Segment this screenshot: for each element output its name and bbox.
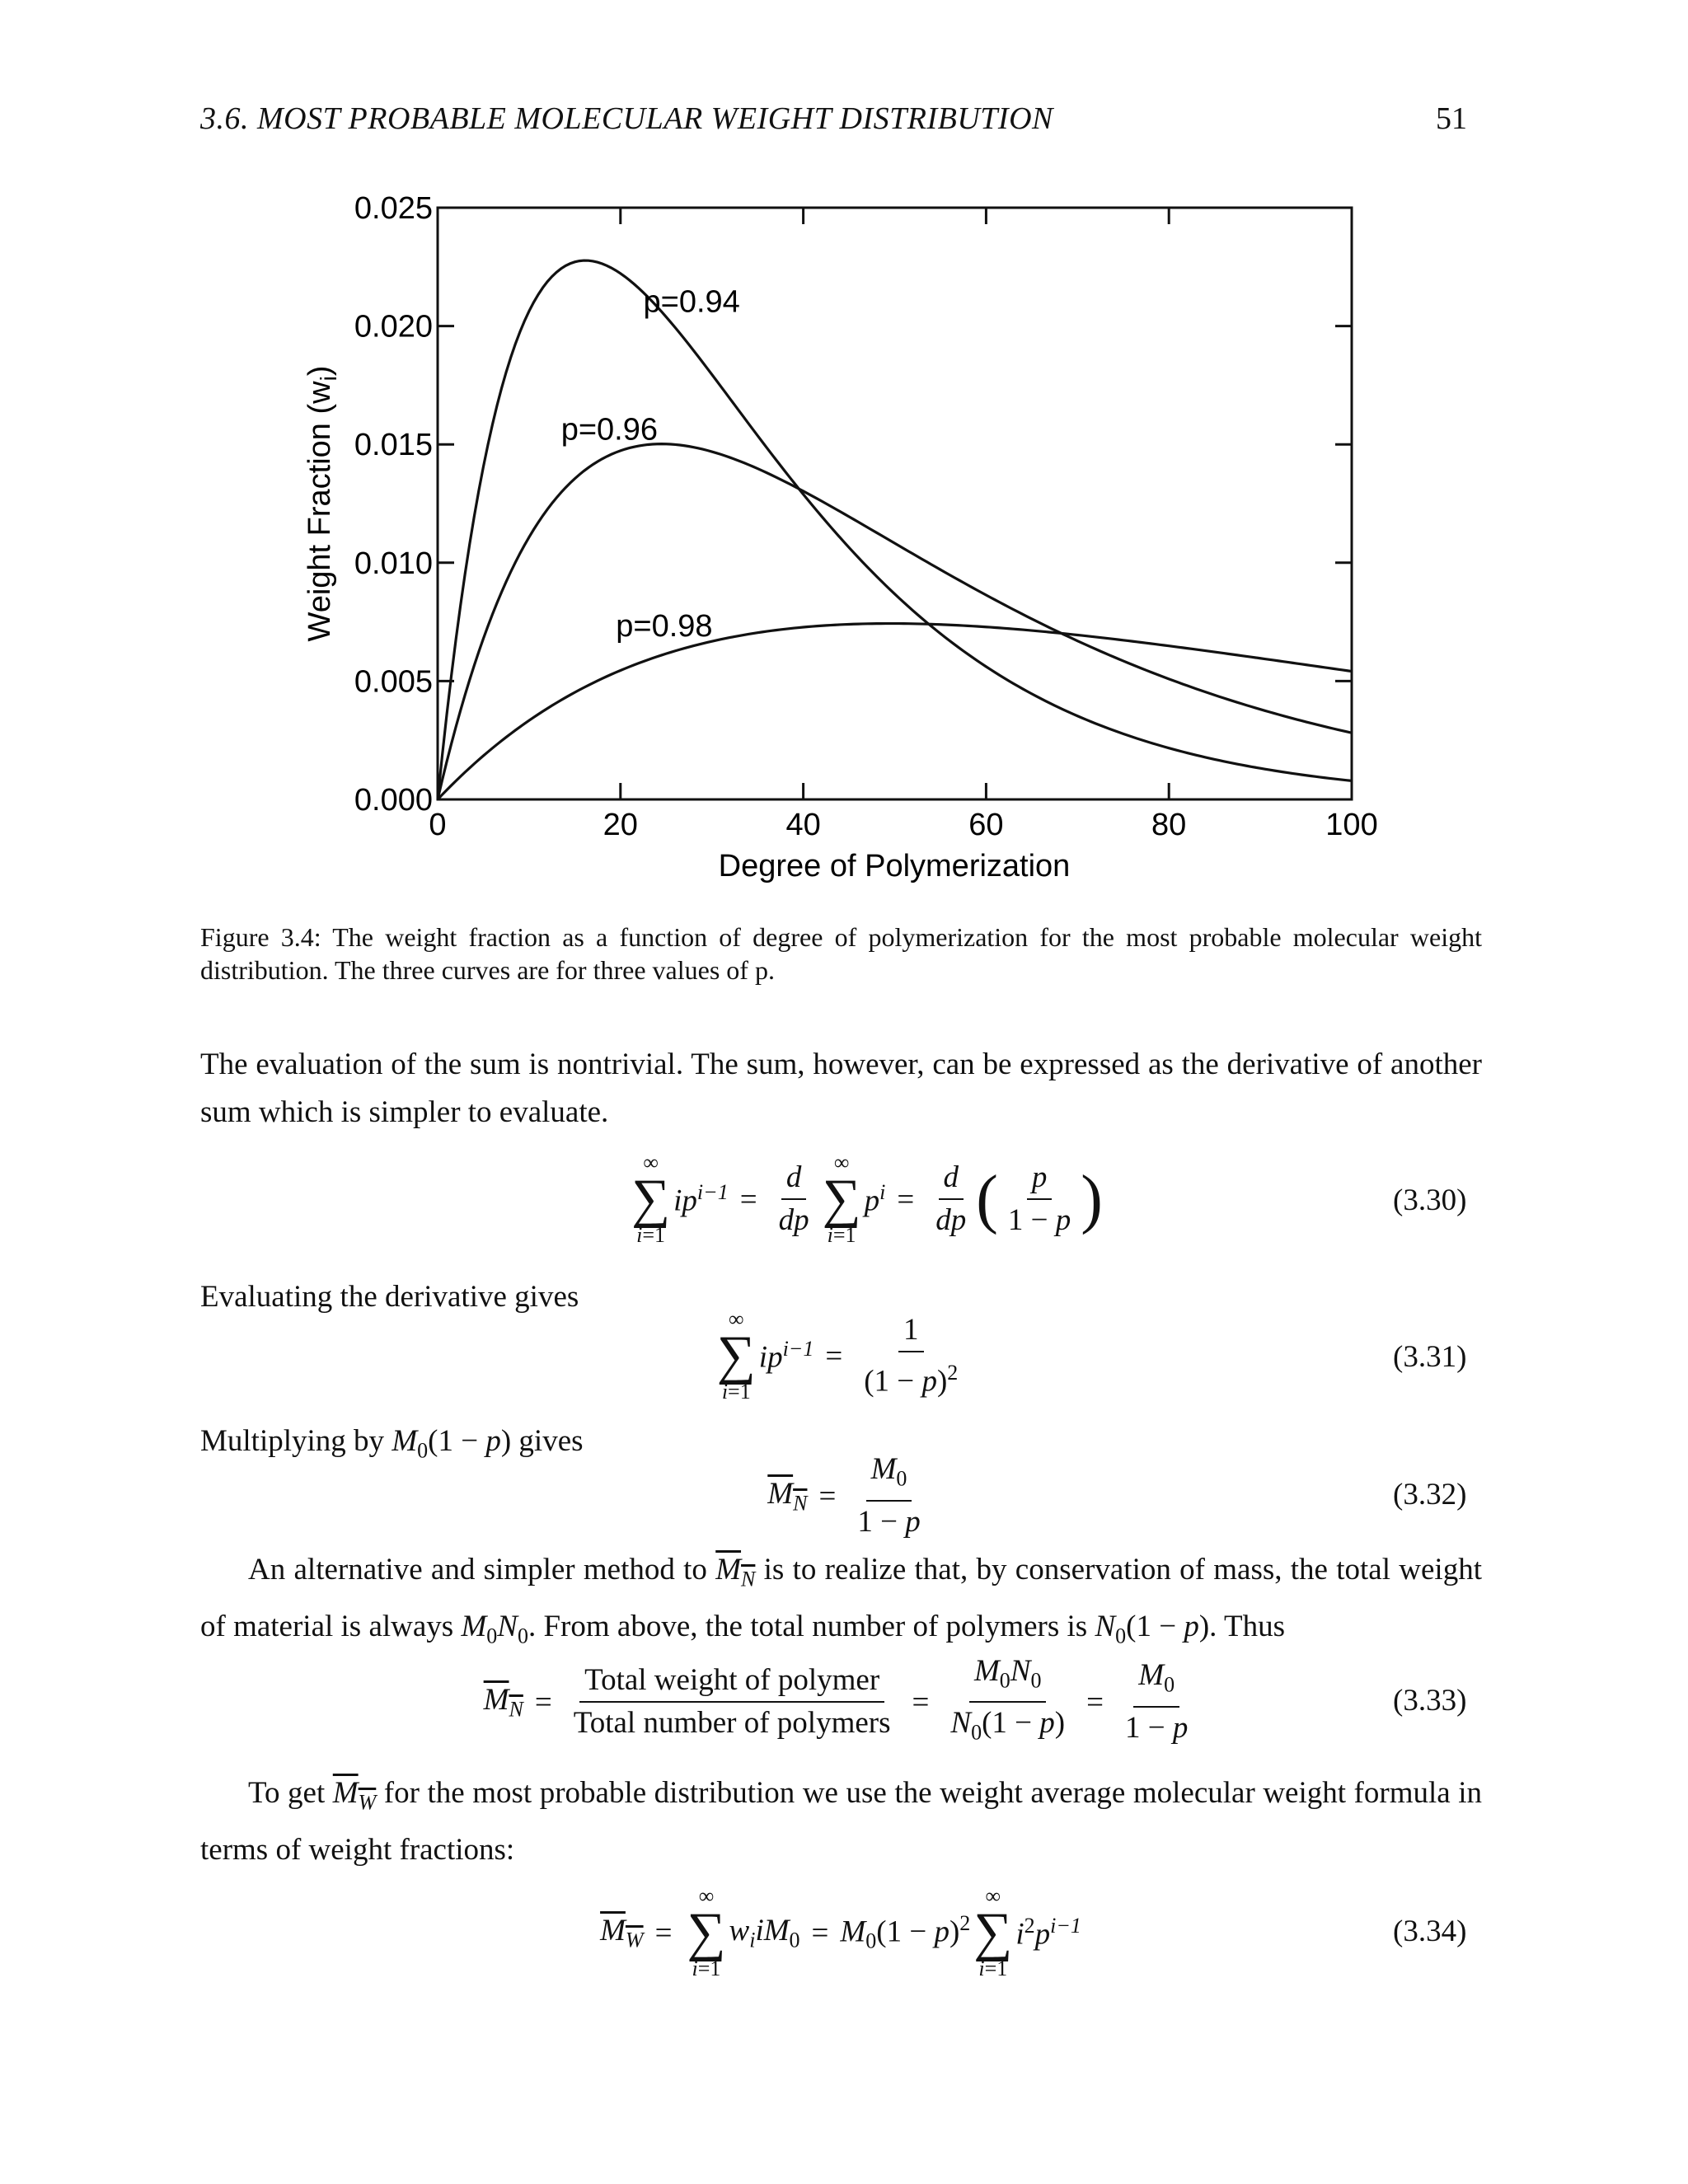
x-tick-label: 100 xyxy=(1325,808,1378,842)
y-tick-labels xyxy=(354,191,433,818)
equation-3-34: $M_W$ = ∞ ∑ i=1 $w_iiM_0$ = $M_0(1 - p)^2$ ∞ ∑ i=1 $i^2p^{i-1}$ xyxy=(600,1884,1081,1980)
x-tick-label: 40 xyxy=(785,808,821,842)
equation-number-3-30: (3.30) xyxy=(1393,1183,1467,1217)
x-tick-label: 0 xyxy=(429,808,447,842)
curve-p-098 xyxy=(438,624,1352,799)
curve-p-096 xyxy=(438,444,1352,799)
curves xyxy=(438,260,1352,799)
y-tick-label: 0.015 xyxy=(354,428,433,463)
y-tick-label: 0.000 xyxy=(354,783,433,818)
equation-number-3-32: (3.32) xyxy=(1393,1478,1467,1511)
tick-marks xyxy=(438,208,1352,799)
equation-number-3-34: (3.34) xyxy=(1393,1915,1467,1948)
y-tick-label: 0.020 xyxy=(354,309,433,344)
x-tick-labels xyxy=(429,808,1377,842)
paragraph-multiplying: Multiplying by $M_0(1 - p)$ gives xyxy=(200,1424,584,1463)
running-header: 3.6. MOST PROBABLE MOLECULAR WEIGHT DISTRIBUTION xyxy=(200,101,1053,136)
equation-number-3-31: (3.31) xyxy=(1393,1340,1467,1374)
y-axis-label: Weight Fraction $(w_i)$ xyxy=(302,365,341,642)
y-tick-label: 0.025 xyxy=(354,191,433,226)
y-tick-label: 0.010 xyxy=(354,546,433,581)
paragraph-weight-average: To get $M_W$ for the most probable distribution we use the weight average molecular weight formula in terms of weight fractions: xyxy=(200,1776,1482,1868)
series-label: p=0.94 xyxy=(643,284,740,320)
y-tick-label: 0.005 xyxy=(354,664,433,700)
series-labels xyxy=(561,284,740,643)
x-tick-label: 80 xyxy=(1151,808,1187,842)
equation-number-3-33: (3.33) xyxy=(1393,1684,1467,1718)
weight-fraction-chart xyxy=(288,190,1409,898)
equation-3-31: ∞ ∑ i=1 $ip^{i-1}$ = $\frac{1}{(1 - p)^2}$ xyxy=(716,1307,959,1404)
paragraph-derivative: Evaluating the derivative gives xyxy=(200,1280,579,1314)
x-axis-label: Degree of Polymerization xyxy=(718,849,1071,883)
equation-3-33: $M_N$ = $\frac{\text{Total weight of polymer}}{\text{Total number of polymers}}$ = $\frac{M_0N_0}{N_0(1 - p)}$ = $\frac{M_0}{1 - p}$ xyxy=(483,1653,1189,1745)
page-number: 51 xyxy=(1436,101,1467,136)
series-label: p=0.98 xyxy=(616,608,713,644)
x-tick-label: 20 xyxy=(603,808,638,842)
curve-p-094 xyxy=(438,260,1352,799)
paragraph-sum-evaluation: The evaluation of the sum is nontrivial. The sum, however, can be expressed as the derivative of another sum which is simpler to evaluate. xyxy=(200,1047,1482,1129)
series-label: p=0.96 xyxy=(560,412,659,448)
equation-3-32: $M_N$ = $\frac{M_0}{1 - p}$ xyxy=(767,1452,921,1539)
plot-frame xyxy=(438,208,1352,799)
paragraph-alternative: An alternative and simpler method to $M_N$ is to realize that, by conservation of mass, the total weight of material is always $M_0N_0$. From above, the total number of polymers is $N_0(1 - p)$. Thus xyxy=(200,1553,1482,1648)
figure-caption: Figure 3.4: The weight fraction as a function of degree of polymerization for the most probable molecular weight distribution. The three curves are for three values of p. xyxy=(200,922,1482,985)
x-tick-label: 60 xyxy=(968,808,1004,842)
equation-3-30: ∞ ∑ i=1 $ip^{i-1}$ = $\frac{d}{dp}$ ∞ ∑ i=1 $p^i$ = $\frac{d}{dp}$ ( $\frac{p}{1 - p}$ ) xyxy=(631,1151,1103,1247)
